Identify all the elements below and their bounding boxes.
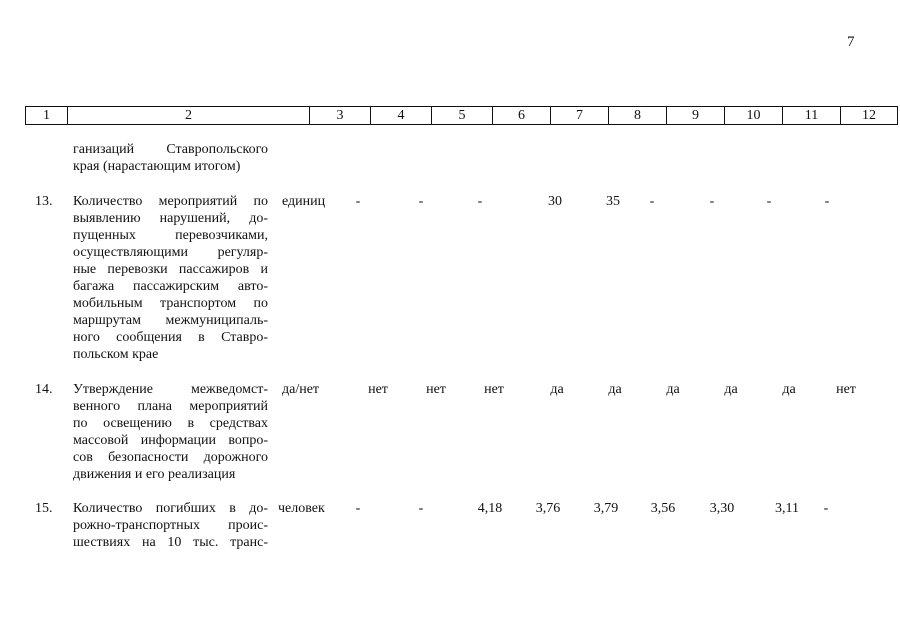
column-header-1: 1 bbox=[26, 107, 68, 125]
value-col-5: нет bbox=[426, 382, 446, 397]
description-line: сов безопасности дорожного bbox=[73, 450, 268, 465]
page-number: 7 bbox=[847, 34, 855, 50]
value-col-12: - bbox=[824, 194, 830, 209]
column-header-11: 11 bbox=[783, 107, 841, 125]
column-header-10: 10 bbox=[725, 107, 783, 125]
row-unit: да/нет bbox=[282, 382, 320, 397]
description-line: осуществляющими регуляр- bbox=[73, 245, 268, 260]
value-col-5: - bbox=[418, 194, 424, 209]
column-header-12: 12 bbox=[841, 107, 898, 125]
row-unit: человек bbox=[278, 501, 325, 516]
description-line: выявлению нарушений, до- bbox=[73, 211, 268, 226]
value-col-11: - bbox=[766, 194, 772, 209]
description-line: движения и его реализация bbox=[73, 467, 236, 482]
column-header-5: 5 bbox=[432, 107, 493, 125]
description-line: Утверждение межведомст- bbox=[73, 382, 268, 397]
row-number: 14. bbox=[35, 382, 53, 397]
column-header-7: 7 bbox=[551, 107, 609, 125]
column-header-9: 9 bbox=[667, 107, 725, 125]
value-col-9: да bbox=[666, 382, 680, 397]
description-line: венного плана мероприятий bbox=[73, 399, 268, 414]
value-col-12: нет bbox=[836, 382, 856, 397]
column-header-row bbox=[25, 106, 898, 125]
value-col-7: 3,76 bbox=[535, 501, 561, 516]
row-unit: единиц bbox=[282, 194, 326, 209]
description-line: шествиях на 10 тыс. транс- bbox=[73, 535, 268, 550]
row-description bbox=[73, 500, 268, 551]
value-col-11: да bbox=[782, 382, 796, 397]
continuation-description bbox=[73, 141, 268, 175]
continuation-line: края (нарастающим итогом) bbox=[73, 159, 241, 174]
value-col-8: да bbox=[608, 382, 622, 397]
value-col-10: - bbox=[709, 194, 715, 209]
row-number: 15. bbox=[35, 501, 53, 516]
value-col-9: 3,56 bbox=[650, 501, 676, 516]
column-header-4: 4 bbox=[371, 107, 432, 125]
description-line: маршрутам межмуниципаль- bbox=[73, 313, 268, 328]
value-col-8: 3,79 bbox=[593, 501, 619, 516]
column-header-2: 2 bbox=[68, 107, 310, 125]
description-line: багажа пассажирским авто- bbox=[73, 279, 268, 294]
value-col-7: 30 bbox=[548, 194, 562, 209]
description-line: мобильным транспортом по bbox=[73, 296, 268, 311]
value-col-5: - bbox=[418, 501, 424, 516]
description-line: рожно-транспортных проис- bbox=[73, 518, 268, 533]
description-line: по освещению в средствах bbox=[73, 416, 268, 431]
description-line: ного сообщения в Ставро- bbox=[73, 330, 268, 345]
column-header-3: 3 bbox=[310, 107, 371, 125]
value-col-6: 4,18 bbox=[477, 501, 503, 516]
continuation-line: ганизаций Ставропольского bbox=[73, 142, 268, 157]
value-col-4: нет bbox=[368, 382, 388, 397]
description-line: Количество мероприятий по bbox=[73, 194, 268, 209]
description-line: пущенных перевозчиками, bbox=[73, 228, 268, 243]
description-line: ные перевозки пассажиров и bbox=[73, 262, 268, 277]
value-col-4: - bbox=[355, 194, 361, 209]
value-col-6: нет bbox=[484, 382, 504, 397]
value-col-9: - bbox=[649, 194, 655, 209]
value-col-7: да bbox=[550, 382, 564, 397]
description-line: массовой информации вопро- bbox=[73, 433, 268, 448]
value-col-8: 35 bbox=[606, 194, 620, 209]
value-col-10: да bbox=[724, 382, 738, 397]
row-description bbox=[73, 193, 268, 363]
row-number: 13. bbox=[35, 194, 53, 209]
value-col-6: - bbox=[477, 194, 483, 209]
value-col-11: 3,11 bbox=[775, 501, 799, 516]
column-header-6: 6 bbox=[493, 107, 551, 125]
value-col-4: - bbox=[355, 501, 361, 516]
value-col-10: 3,30 bbox=[709, 501, 735, 516]
value-col-12: - bbox=[823, 501, 829, 516]
description-line: польском крае bbox=[73, 347, 159, 362]
description-line: Количество погибших в до- bbox=[73, 501, 268, 516]
column-header-8: 8 bbox=[609, 107, 667, 125]
row-description bbox=[73, 381, 268, 483]
